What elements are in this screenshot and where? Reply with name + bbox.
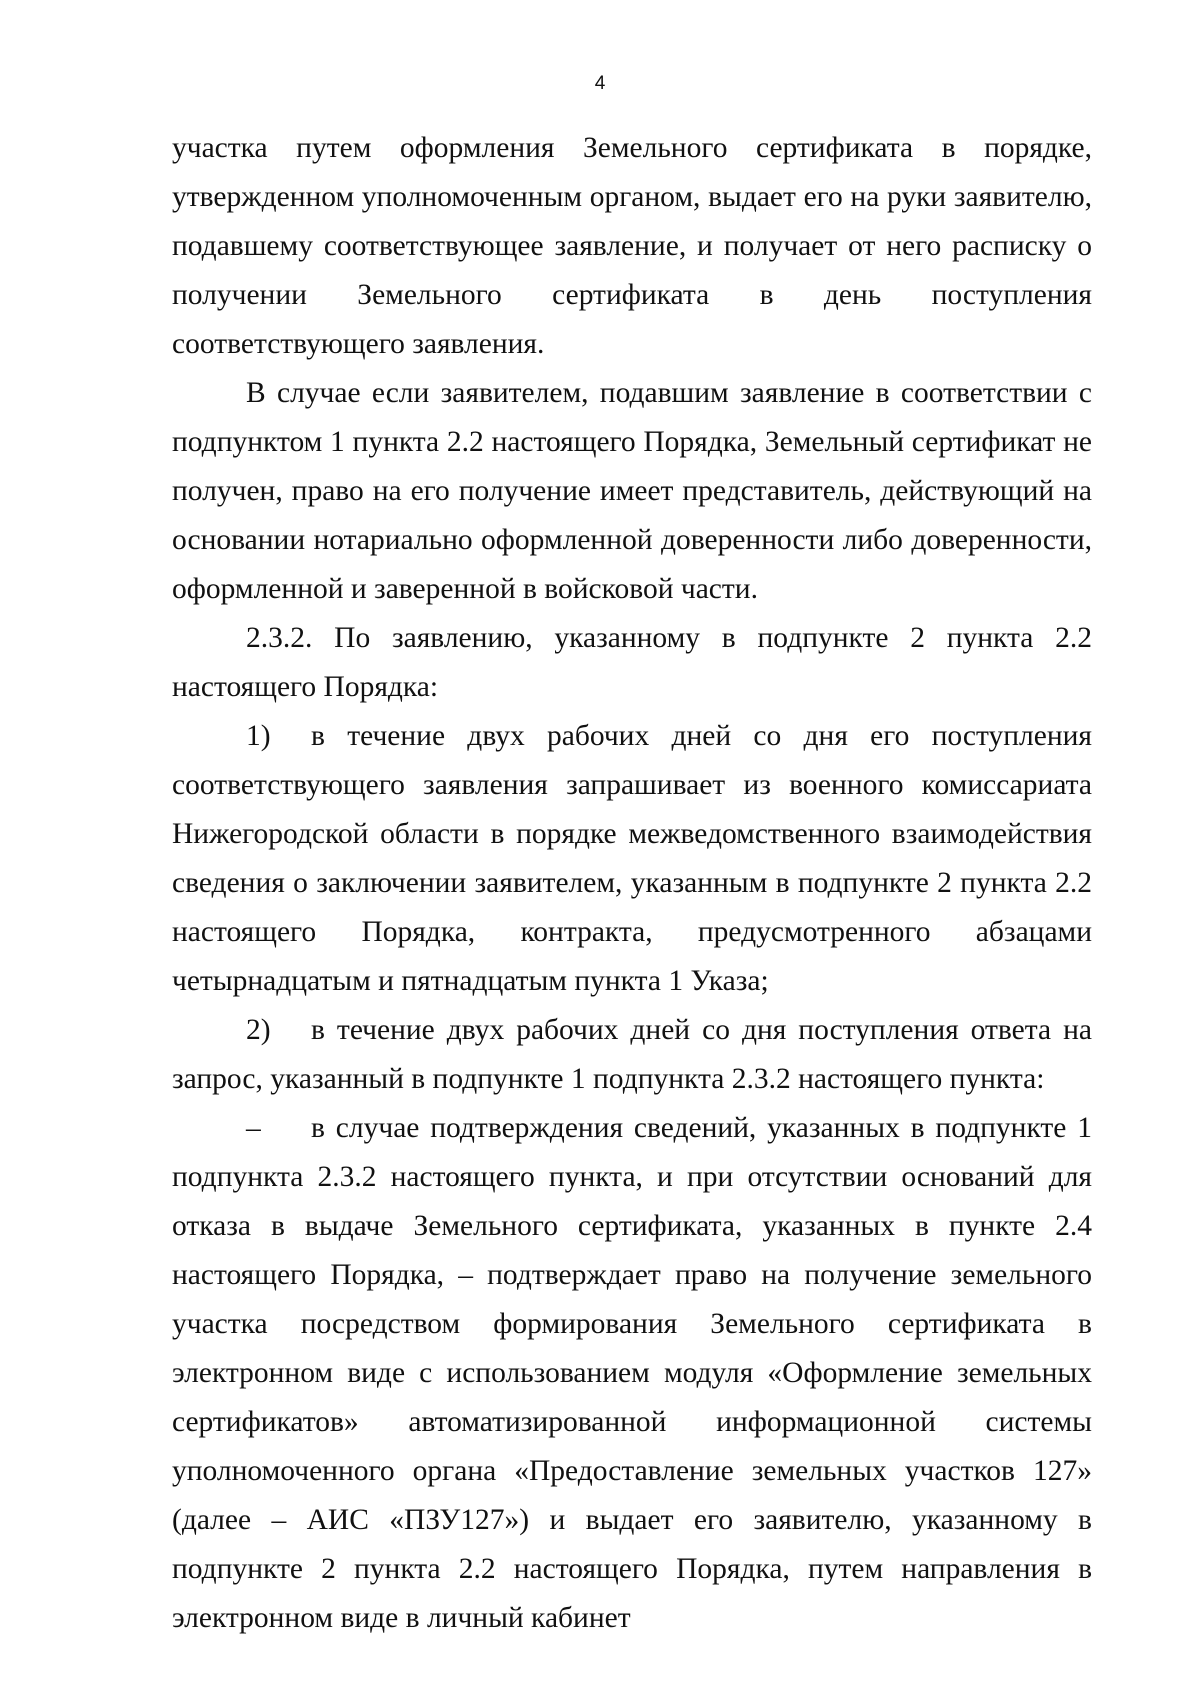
list-item-2 [172,1006,1092,1104]
paragraph-representative: В случае если заявителем, подавшим заявление в соответствии с подпунктом 1 пункта 2.2 настоящего Порядка, Земельный сертификат не получен, право на его получение имеет представитель, действующий на основании нотариально оформленной доверенности либо доверенности, оформленной и заверенной в войсковой части. [172,377,1092,605]
paragraph-continuation: участка путем оформления Земельного сертификата в порядке, утвержденном уполномоченным органом, выдает его на руки заявителю, подавшему соответствующее заявление, и получает от него расписку о получении Земельного сертификата в день поступления соответствующего заявления. [172,132,1092,360]
list-item-1 [172,712,1092,1006]
list-marker-2: 2) [246,1014,271,1046]
list-marker-1: 1) [246,720,271,752]
dash-item [172,1104,1092,1643]
list-item-2-text: в течение двух рабочих дней со дня поступления ответа на запрос, указанный в подпункте 1 подпункта 2.3.2 настоящего пункта: [172,1014,1092,1095]
dash-marker: – [246,1112,261,1144]
page-number: 4 [594,73,606,94]
dash-item-text: в случае подтверждения сведений, указанных в подпункте 1 подпункта 2.3.2 настоящего пункта, и при отсутствии оснований для отказа в выдаче Земельного сертификата, указанных в пункте 2.4 настоящего Порядка, – подтверждает право на получение земельного участка посредством формирования Земельного сертификата в электронном виде с использованием модуля «Оформление земельных сертификатов» автоматизированной информационной системы уполномоченного органа «Предоставление земельных участков 127» (далее – АИС «ПЗУ127») и выдает его заявителю, указанному в подпункте 2 пункта 2.2 настоящего Порядка, путем направления в электронном виде в личный кабинет [172,1112,1092,1634]
list-item-1-text: в течение двух рабочих дней со дня его поступления соответствующего заявления запрашивает из военного комиссариата Нижегородской области в порядке межведомственного взаимодействия сведения о заключении заявителем, указанным в подпункте 2 пункта 2.2 настоящего Порядка, контракта, предусмотренного абзацами четырнадцатым и пятнадцатым пункта 1 Указа; [172,720,1092,997]
document-body [172,124,1092,1643]
paragraph-2-3-2: 2.3.2. По заявлению, указанному в подпункте 2 пункта 2.2 настоящего Порядка: [172,622,1092,703]
